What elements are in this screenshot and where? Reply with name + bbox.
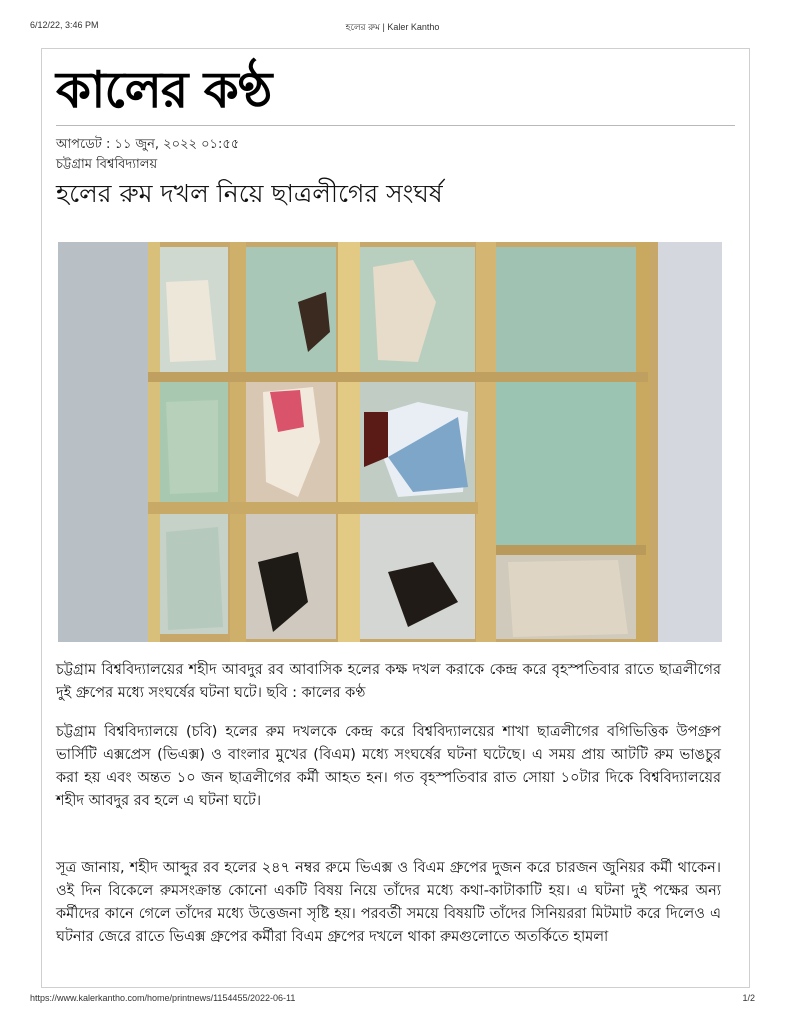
print-footer xyxy=(30,993,755,1007)
article-photo xyxy=(58,242,722,642)
article-headline: হলের রুম দখল নিয়ে ছাত্রলীগের সংঘর্ষ xyxy=(56,179,443,208)
section-label: চট্টগ্রাম বিশ্ববিদ্যালয় xyxy=(56,157,158,172)
broken-window-photo xyxy=(58,242,722,642)
print-date: 6/12/22, 3:46 PM xyxy=(30,20,99,30)
article-page xyxy=(41,48,750,988)
print-url: https://www.kalerkantho.com/home/printnews/1154455/2022-06-11 xyxy=(30,993,296,1003)
article-paragraph: সূত্র জানায়, শহীদ আব্দুর রব হলের ২৪৭ নম্বর রুমে ভিএক্স ও বিএম গ্রুপের দুজন করে চারজন জুনিয়র কর্মী থাকেন। ওই দিন বিকেলে রুমসংক্রান্ত কোনো একটি বিষয় নিয়ে তাঁদের মধ্যে কথা-কাটাকাটি হয়। এ ঘটনা দুই পক্ষের অন্য কর্মীদের কানে গেলে তাঁদের মধ্যে উত্তেজনা সৃষ্টি হয়। পরবর্তী সময়ে বিষয়টি তাঁদের সিনিয়ররা মিটমাট করে দিলেও এ ঘটনার জেরে রাতে ভিএক্স গ্রুপের কর্মীরা বিএম গ্রুপের দখলে থাকা রুমগুলোতে অতর্কিতে হামলা xyxy=(56,860,721,945)
print-page-title: হলের রুম | Kaler Kantho xyxy=(345,22,440,32)
print-header xyxy=(30,20,755,34)
photo-caption: চট্টগ্রাম বিশ্ববিদ্যালয়ের শহীদ আবদুর রব আবাসিক হলের কক্ষ দখল করাকে কেন্দ্র করে বৃহস্পতিবার রাতে ছাত্রলীগের দুই গ্রুপের মধ্যে সংঘর্ষের ঘটনা ঘটে। ছবি : কালের কণ্ঠ xyxy=(56,662,721,701)
masthead-divider xyxy=(56,125,735,126)
newspaper-logo: কালের কণ্ঠ xyxy=(56,60,272,119)
article-paragraph: চট্টগ্রাম বিশ্ববিদ্যালয়ে (চবি) হলের রুম দখলকে কেন্দ্র করে বিশ্ববিদ্যালয়ের শাখা ছাত্রলীগের বগিভিত্তিক উপগ্রুপ ভার্সিটি এক্সপ্রেস (ভিএক্স) ও বাংলার মুখের (বিএম) মধ্যে সংঘর্ষের ঘটনা ঘটেছে। এ সময় প্রায় আটটি রুম ভাঙচুর করা হয় এবং অন্তত ১০ জন ছাত্রলীগের কর্মী আহত হন। গত বৃহস্পতিবার রাত সোয়া ১০টার দিকে বিশ্ববিদ্যালয়ের শহীদ আবদুর রব হলে এ ঘটনা ঘটে। xyxy=(56,724,721,809)
update-timestamp: আপডেট : ১১ জুন, ২০২২ ০১:৫৫ xyxy=(56,137,240,152)
page-number: 1/2 xyxy=(742,993,755,1003)
